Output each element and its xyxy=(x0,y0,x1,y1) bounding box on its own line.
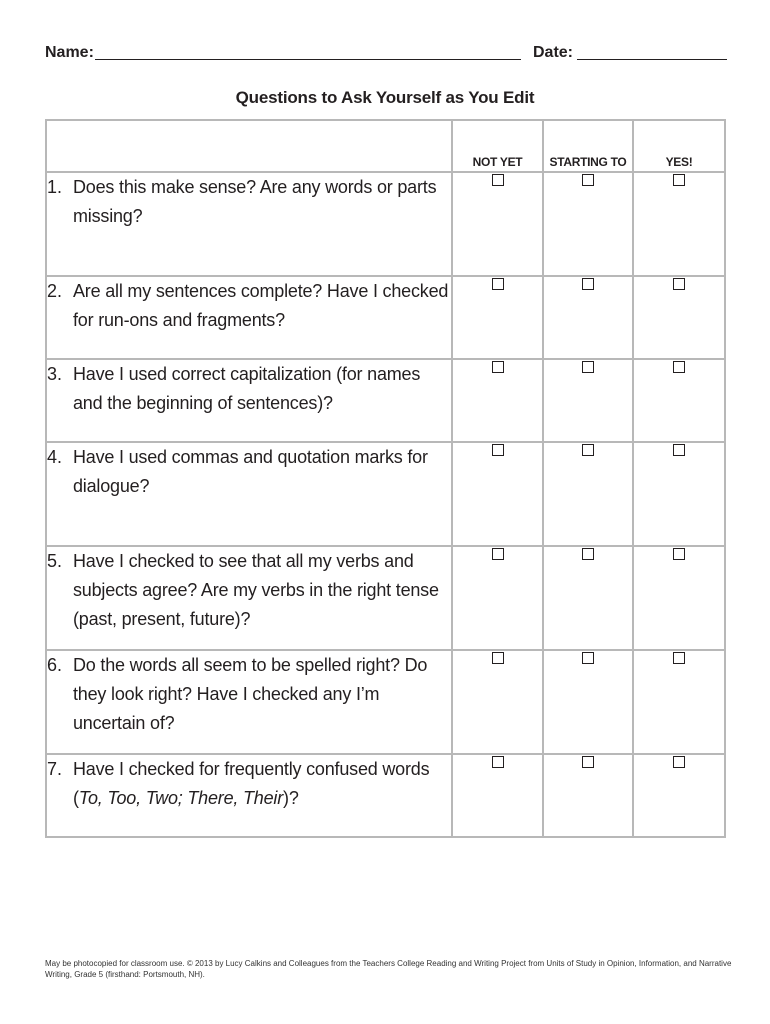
checkbox-starting-to[interactable] xyxy=(582,361,594,373)
page-title: Questions to Ask Yourself as You Edit xyxy=(235,88,535,107)
question-number: 3. xyxy=(47,364,63,384)
question-text-start: Have I checked for frequently confused words ( xyxy=(73,759,430,808)
checkbox-starting-to[interactable] xyxy=(582,652,594,664)
checkbox-yes[interactable] xyxy=(673,361,685,373)
checkbox-not-yet[interactable] xyxy=(492,444,504,456)
question-cell xyxy=(46,359,452,442)
not-yet-cell xyxy=(452,172,543,276)
question-number: 4. xyxy=(47,447,63,467)
not-yet-cell xyxy=(452,359,543,442)
question-number: 2. xyxy=(47,281,63,301)
question-number: 6. xyxy=(47,655,63,675)
yes-cell xyxy=(633,650,725,754)
checkbox-starting-to[interactable] xyxy=(582,444,594,456)
question-row-5 xyxy=(46,546,725,650)
question-text-end: )? xyxy=(283,788,299,808)
question-row-4 xyxy=(46,442,725,546)
name-date-line xyxy=(45,42,727,68)
question-number: 1. xyxy=(47,177,63,197)
starting-to-cell xyxy=(543,650,633,754)
question-cell xyxy=(46,172,452,276)
not-yet-cell xyxy=(452,754,543,837)
confused-words-italic: To, Too, Two; There, Their xyxy=(78,788,284,808)
question-text: Do the words all seem to be spelled right? Do they look right? Have I checked any I’m uncertain of? xyxy=(73,655,428,733)
checkbox-starting-to[interactable] xyxy=(582,278,594,290)
date-label: Date: xyxy=(533,44,574,61)
checkbox-yes[interactable] xyxy=(673,548,685,560)
question-number: 7. xyxy=(47,759,63,779)
yes-cell xyxy=(633,276,725,359)
starting-to-cell xyxy=(543,359,633,442)
question-cell xyxy=(46,546,452,650)
starting-to-cell xyxy=(543,754,633,837)
not-yet-cell xyxy=(452,276,543,359)
date-blank[interactable] xyxy=(577,59,727,60)
checkbox-yes[interactable] xyxy=(673,756,685,768)
question-text: Does this make sense? Are any words or parts missing? xyxy=(73,177,437,226)
checkbox-yes[interactable] xyxy=(673,444,685,456)
question-cell xyxy=(46,442,452,546)
checkbox-starting-to[interactable] xyxy=(582,548,594,560)
checkbox-not-yet[interactable] xyxy=(492,652,504,664)
starting-to-cell xyxy=(543,546,633,650)
yes-cell xyxy=(633,359,725,442)
edit-checklist-table xyxy=(45,119,726,838)
checkbox-not-yet[interactable] xyxy=(492,548,504,560)
question-cell xyxy=(46,754,452,837)
yes-cell xyxy=(633,172,725,276)
copyright-footer: May be photocopied for classroom use. © 2013 by Lucy Calkins and Colleagues from the Teachers College Reading and Writing Project from Units of Study in Opinion, Information, and Narrative Writing, Grade 5 (firsthand: Portsmouth, NH). xyxy=(45,959,732,979)
column-header-not-yet: NOT YET xyxy=(452,120,543,172)
checkbox-yes[interactable] xyxy=(673,652,685,664)
header-blank-cell xyxy=(46,120,452,172)
header-row xyxy=(46,120,725,172)
name-blank[interactable] xyxy=(95,59,521,60)
checkbox-yes[interactable] xyxy=(673,174,685,186)
checkbox-not-yet[interactable] xyxy=(492,361,504,373)
question-row-1 xyxy=(46,172,725,276)
checkbox-not-yet[interactable] xyxy=(492,174,504,186)
column-header-starting-to: STARTING TO xyxy=(543,120,633,172)
question-row-6 xyxy=(46,650,725,754)
checkbox-yes[interactable] xyxy=(673,278,685,290)
yes-cell xyxy=(633,754,725,837)
question-text: Are all my sentences complete? Have I checked for run-ons and fragments? xyxy=(73,281,449,330)
checkbox-starting-to[interactable] xyxy=(582,756,594,768)
starting-to-cell xyxy=(543,172,633,276)
not-yet-cell xyxy=(452,546,543,650)
question-row-7 xyxy=(46,754,725,837)
name-label: Name: xyxy=(45,44,94,61)
checkbox-starting-to[interactable] xyxy=(582,174,594,186)
yes-cell xyxy=(633,442,725,546)
question-row-2 xyxy=(46,276,725,359)
not-yet-cell xyxy=(452,650,543,754)
starting-to-cell xyxy=(543,276,633,359)
question-text xyxy=(73,755,451,813)
checkbox-not-yet[interactable] xyxy=(492,278,504,290)
question-number: 5. xyxy=(47,551,63,571)
question-text: Have I used commas and quotation marks for dialogue? xyxy=(73,447,428,496)
question-row-3 xyxy=(46,359,725,442)
yes-cell xyxy=(633,546,725,650)
checkbox-not-yet[interactable] xyxy=(492,756,504,768)
question-text: Have I used correct capitalization (for names and the beginning of sentences)? xyxy=(73,364,421,413)
question-cell xyxy=(46,276,452,359)
not-yet-cell xyxy=(452,442,543,546)
column-header-yes: YES! xyxy=(633,120,725,172)
starting-to-cell xyxy=(543,442,633,546)
question-cell xyxy=(46,650,452,754)
question-text: Have I checked to see that all my verbs and subjects agree? Are my verbs in the right tense (past, present, future)? xyxy=(73,551,439,629)
